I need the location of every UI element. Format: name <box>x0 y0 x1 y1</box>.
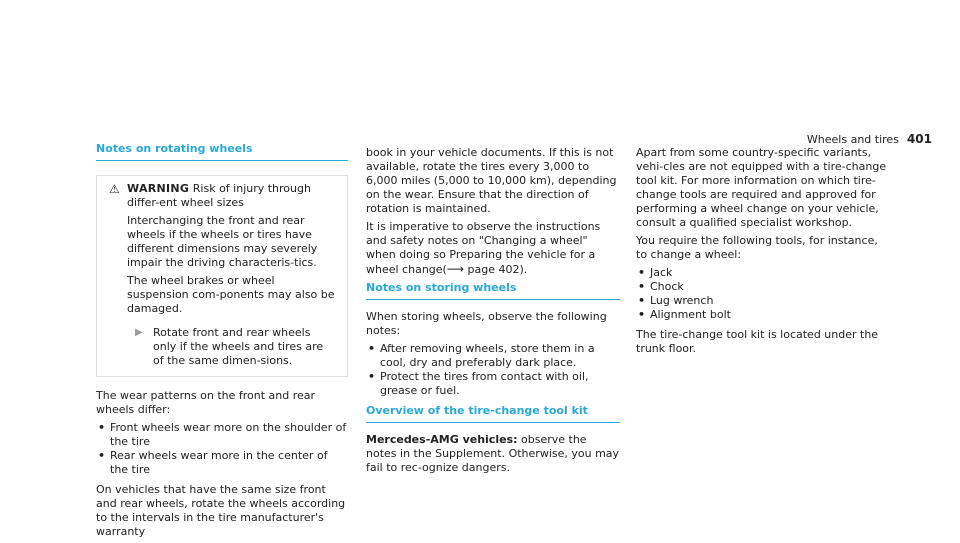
column-2 <box>366 146 620 479</box>
tool-kit-location: The tire-change tool kit is located under the trunk floor. <box>636 328 879 355</box>
list-item: • Jack <box>636 266 891 280</box>
list-item: • Protect the tires from contact with oil, grease or fuel. <box>366 370 620 398</box>
list-item: • Front wheels wear more on the shoulder of the tire <box>96 421 348 449</box>
warning-body-1: Interchanging the front and rear wheels if the wheels or tires have different dimensions may severely impair the driving characteris-tics. <box>127 214 318 269</box>
rotation-continued: book in your vehicle documents. If this is not available, rotate the tires every 3,000 to 6,000 miles (5,000 to 10,000 km), depending on the wear. Ensure that the direction of rotation is maintained. <box>366 146 617 215</box>
warning-title: WARNING <box>127 182 190 195</box>
warning-lead: Risk of injury through differ-ent wheel sizes <box>127 182 311 209</box>
imperative-note <box>366 220 620 277</box>
storing-intro: When storing wheels, observe the following notes: <box>366 310 607 337</box>
storing-list <box>366 342 620 398</box>
column-1 <box>96 142 348 543</box>
list-item: • After removing wheels, store them in a cool, dry and preferably dark place. <box>366 342 620 370</box>
list-item: • Alignment bolt <box>636 308 891 322</box>
page-number: 401 <box>906 132 932 146</box>
page-header <box>807 132 932 147</box>
heading-tool-kit: Overview of the tire-change tool kit <box>366 404 620 423</box>
rotation-closing: On vehicles that have the same size front and rear wheels, rotate the wheels according to the intervals in the tire manufacturer's warranty <box>96 483 346 538</box>
list-item: • Chock <box>636 280 891 294</box>
wear-intro: The wear patterns on the front and rear wheels differ: <box>96 389 316 416</box>
tools-list <box>636 266 891 322</box>
tools-intro: You require the following tools, for instance, to change a wheel: <box>636 234 878 261</box>
warning-box <box>96 175 348 377</box>
list-item: • Rear wheels wear more in the center of the tire <box>96 449 348 477</box>
heading-storing-wheels: Notes on storing wheels <box>366 281 620 300</box>
amg-label: Mercedes-AMG vehicles: <box>366 433 518 446</box>
warning-body-2: The wheel brakes or wheel suspension com-ponents may also be damaged. <box>127 274 335 315</box>
tool-kit-intro: Apart from some country-specific variants, vehi-cles are not equipped with a tire-change tool kit. For more information on which tire-change tools are required and approved for performing a wheel change on your vehicle, consult a qualified specialist workshop. <box>636 146 887 229</box>
page-ref-arrow-icon: ⟶ <box>446 262 465 276</box>
wear-list <box>96 421 348 477</box>
imperative-text: It is imperative to observe the instructions and safety notes on "Changing a wheel" when doing so Preparing the vehicle for a wheel change( <box>366 220 601 276</box>
amg-note <box>366 433 620 475</box>
heading-rotating-wheels: Notes on rotating wheels <box>96 142 348 161</box>
play-arrow-icon: ▶ <box>135 327 143 338</box>
running-title: Wheels and tires <box>806 133 899 146</box>
amg-text: observe the notes in the Supplement. Otherwise, you may fail to rec-ognize dangers. <box>366 433 620 474</box>
warning-instruction-text: Rotate front and rear wheels only if the wheels and tires are of the same dimen-sions. <box>153 326 324 367</box>
warning-triangle-icon: ⚠ <box>109 182 120 196</box>
warning-instruction <box>127 326 337 368</box>
column-3 <box>636 146 891 360</box>
list-item: • Lug wrench <box>636 294 891 308</box>
page-ref-link[interactable]: page 402). <box>467 263 528 276</box>
